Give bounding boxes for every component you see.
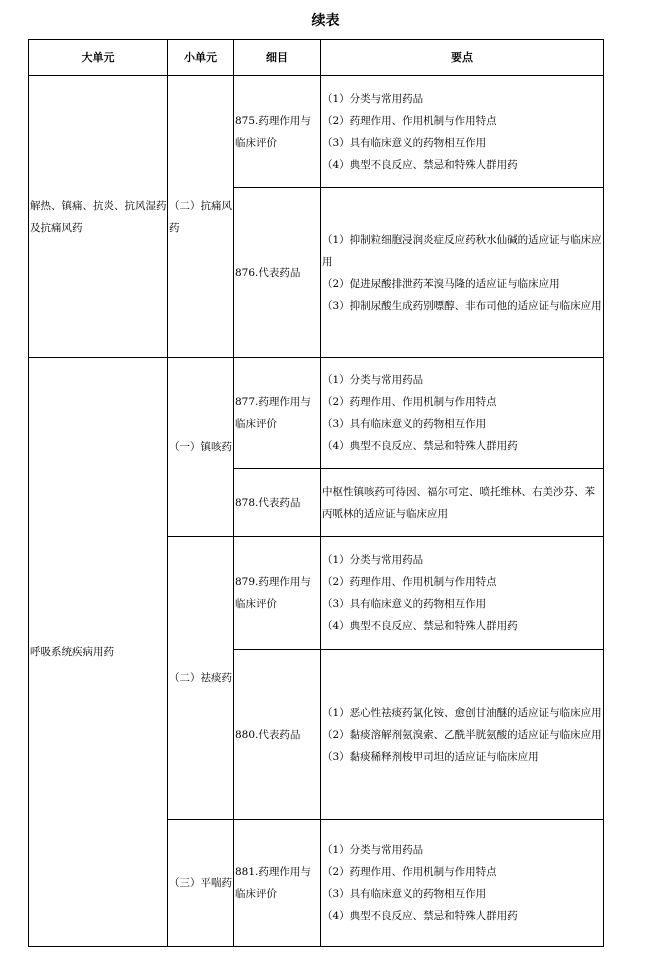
subunit-cell: [168, 537, 234, 820]
points-cell: [321, 820, 604, 947]
points-cell: [321, 188, 604, 358]
header-unit: 大单元: [29, 40, 168, 76]
point-text: （2）黏痰溶解剂氨溴索、乙酰半胱氨酸的适应证与临床应用: [322, 728, 602, 741]
subunit-name: （一）镇咳药: [169, 441, 232, 453]
point-text: 中枢性镇咳药可待因、福尔可定、喷托维林、右美沙芬、苯丙哌林的适应证与临床应用: [322, 485, 595, 520]
table-row: [29, 76, 604, 188]
detail-text: 875.药理作用与临床评价: [235, 114, 311, 149]
table-header-row: [29, 40, 604, 76]
point-text: （2）药理作用、作用机制与作用特点: [322, 576, 497, 588]
point-text: （4）典型不良反应、禁忌和特殊人群用药: [322, 158, 518, 171]
point-text: （1）分类与常用药品: [322, 554, 424, 566]
points-cell: [321, 537, 604, 650]
point-text: （1）分类与常用药品: [322, 374, 424, 386]
point-text: （1）恶心性祛痰药氯化铵、愈创甘油醚的适应证与临床应用: [322, 706, 602, 719]
subunit-cell: [168, 358, 234, 537]
subunit-name: （二）抗痛风药: [169, 199, 232, 234]
detail-cell: [234, 820, 321, 947]
detail-text: 877.药理作用与临床评价: [235, 396, 311, 430]
subunit-name: （二）祛痰药: [169, 672, 232, 684]
detail-cell: [234, 358, 321, 469]
point-text: （1）分类与常用药品: [322, 92, 424, 105]
point-text: （2）药理作用、作用机制与作用特点: [322, 866, 497, 878]
detail-cell: [234, 650, 321, 820]
page-title: 续表: [311, 13, 340, 29]
point-text: （3）具有临床意义的药物相互作用: [322, 418, 487, 430]
detail-text: 879.药理作用与临床评价: [235, 576, 311, 610]
unit-name: 呼吸系统疾病用药: [30, 646, 114, 658]
subunit-name: （三）平喘药: [169, 877, 232, 889]
point-text: （2）促进尿酸排泄药苯溴马隆的适应证与临床应用: [322, 277, 560, 290]
table-row: [29, 358, 604, 469]
unit-name: 解热、镇痛、抗炎、抗风湿药及抗痛风药: [30, 199, 167, 234]
point-text: （1）分类与常用药品: [322, 844, 424, 856]
detail-cell: [234, 188, 321, 358]
unit-cell: [29, 76, 168, 358]
point-text: （3）具有临床意义的药物相互作用: [322, 598, 487, 610]
point-text: （4）典型不良反应、禁忌和特殊人群用药: [322, 910, 518, 922]
points-cell: [321, 76, 604, 188]
point-text: （4）典型不良反应、禁忌和特殊人群用药: [322, 440, 518, 452]
header-points: 要点: [321, 40, 604, 76]
point-text: （3）具有临床意义的药物相互作用: [322, 136, 487, 149]
points-cell: [321, 650, 604, 820]
point-text: （4）典型不良反应、禁忌和特殊人群用药: [322, 620, 518, 632]
header-subunit: 小单元: [168, 40, 234, 76]
detail-text: 881.药理作用与临床评价: [235, 866, 311, 900]
detail-cell: [234, 469, 321, 537]
syllabus-table: [28, 39, 604, 947]
point-text: （3）具有临床意义的药物相互作用: [322, 888, 487, 900]
detail-text: 878.代表药品: [235, 496, 301, 509]
point-text: （3）黏痰稀释剂梭甲司坦的适应证与临床应用: [322, 750, 539, 763]
point-text: （2）药理作用、作用机制与作用特点: [322, 396, 497, 408]
subunit-cell: [168, 820, 234, 947]
header-detail: 细目: [234, 40, 321, 76]
detail-cell: [234, 76, 321, 188]
detail-text: 880.代表药品: [235, 728, 301, 741]
unit-cell: [29, 358, 168, 947]
detail-text: 876.代表药品: [235, 266, 301, 279]
point-text: （3）抑制尿酸生成药别嘌醇、非布司他的适应证与临床应用: [322, 299, 602, 312]
detail-cell: [234, 537, 321, 650]
point-text: （1）抑制粒细胞浸润炎症反应药秋水仙碱的适应证与临床应用: [322, 233, 602, 268]
points-cell: [321, 358, 604, 469]
point-text: （2）药理作用、作用机制与作用特点: [322, 114, 497, 127]
points-cell: [321, 469, 604, 537]
subunit-cell: [168, 76, 234, 358]
